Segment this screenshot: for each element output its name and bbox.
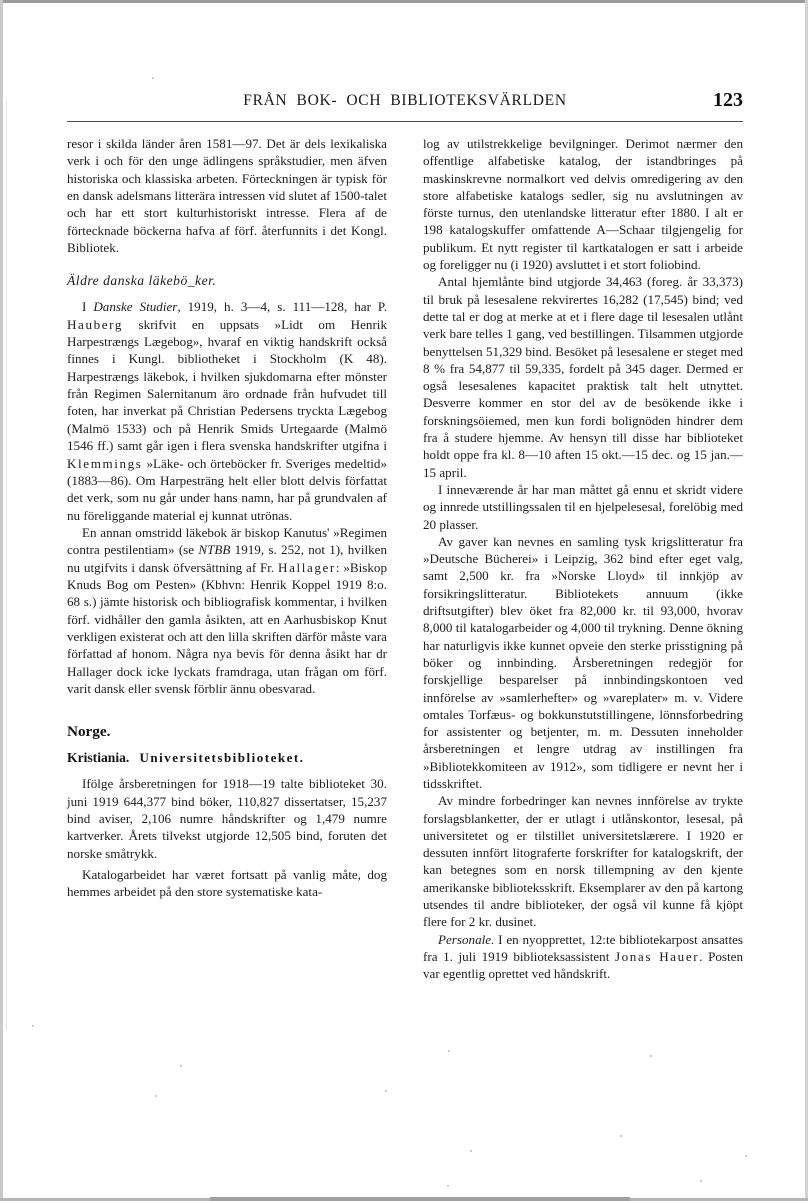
page-content (67, 89, 744, 983)
section-heading-aldre-danska-lakeboker: Äldre danska läkebö_ker. (67, 273, 217, 289)
text-fragment: I en nyopprettet, 12:te bibliotekarpost ansattes fra 1. juli 1919 biblioteksassistent (423, 931, 743, 964)
scan-speck (32, 1025, 34, 1027)
scan-edge-left (0, 0, 3, 1201)
country-heading-norge: Norge. (67, 723, 111, 741)
spacer (67, 289, 387, 298)
scan-speck (155, 1095, 157, 1097)
text-fragment: I (82, 299, 94, 315)
scan-speck (385, 1090, 387, 1092)
text-fragment: 1919, s. 252, not 1), hvilken nu utgifvits i dansk öfversättning af Fr. (67, 542, 387, 575)
paragraph (423, 931, 743, 983)
running-head-title: FRÅN BOK- OCH BIBLIOTEKSVÄRLDEN (243, 92, 567, 109)
paragraph: Katalogarbeidet har været fortsatt på vanlig måte, dog hemmes arbeidet på den store systematiske kata- (67, 867, 387, 900)
scan-speck (620, 1135, 622, 1137)
paragraph (67, 298, 387, 523)
city-heading-kristiania (67, 750, 387, 766)
italic-title-danske-studier: Danske Studier (93, 299, 178, 315)
scan-speck (700, 1180, 702, 1182)
scan-edge-bottom-dark (210, 1197, 630, 1201)
paragraph: Av mindre forbedringer kan nevnes innförelse av trykte forslagsblanketter, der er utlagt i utlånskontor, lesesal, på universitetet og er tilstillet universitetslærere. I 1920 er dessuten innfört litograferte forskrifter for katalogskrift, der kan betegnes som en norsk tillempning av den kjente amerikanske biblioteksskrift. Eksemplarer av den på kartong utsendes til andre biblioteker, der også vil kunne få kjöpt flere for 2 kr. dusinet. (423, 793, 743, 930)
paragraph: log av utilstrekkelige bevilgninger. Derimot nærmer den offentlige alfabetiske katalog, der istandbringes på maskinskrevne normalkort ved delvis omredigering av den store alfabetiske katalogs sedler, sig nu avslutningen av förste turnus, den utenlandske litteratur efter 1880. I alt er 198 katalogskuffer omfattende A—Schaar tilgjengelig for publikum. Et nytt register til kartkatalogen er satt i arbeide og foreligger nu (i 1920) avsluttet i et stort foliobind. (423, 136, 743, 273)
text-fragment: : »Biskop Knuds Bog om Pesten» (Kbhvn: Henrik Koppel 1919 8:o. 68 s.) jämte historisk och bibliografisk kommentar, i hvilken förf. vidhåller den gamla åsikten, att en Aarhusbiskop Knut verkligen existerat och att den lilla skriften därför måste vara författad af honom. Några nya bevis för denna åsikt har dr Hallager dock icke lyckats framdraga, utan frågan om förf. varit dansk eller svensk förblir ännu obesvarad. (67, 559, 387, 696)
spaced-name-hauberg: Hauberg (67, 316, 124, 332)
scan-speck (745, 1155, 747, 1157)
paragraph: Av gaver kan nevnes en samling tysk krigslitteratur fra »Deutsche Bücherei» i Leipzig, 362 bind efter eget valg, samt 2,500 kr. fra »Norske Lloyd» til innkjöp av forsikringslitteratur. Bibliotekets annuum (ikke driftsutgifter) blev öket fra 82,000 kr. til 93,000, hvorav 8,000 til katalogarbeider og 4,000 til trykning. Denne ökning har naturligvis ikke kunnet opveie den sterke prisstigning på böker og innbinding. Årsberetningen redegjör for forskjellige besparelser på innbindingskontoen ved innförelse av »samlerhefter» og »vareplater» m. v. Videre omtales Torfæus- og bokkunstutstillingene, lönnsforbedring for assistenter og betjenter, m. m. Dessuten inneholder årsberetningen et lengre utdrag av instillingen fra »Bibliotekkomiteen av 1912», som tidligere er nevnt her i tidsskriftet. (423, 533, 743, 791)
text-fragment: , 1919, h. 3—4, s. 111—128, har P. (177, 299, 387, 315)
spaced-name-jonas-hauer: Jonas Hauer (614, 948, 700, 964)
italic-abbrev-ntbb: NTBB (198, 542, 231, 558)
scan-speck (448, 1050, 450, 1052)
page-number: 123 (713, 89, 743, 111)
text-fragment: . Posten var egentlig oprettet ved håndskrift. (423, 948, 743, 982)
text-fragment: »Läke- och örteböcker fr. Sveriges medeltid» (1883—86). Om Harpesträng helt eller blott delvis författat det verk, som nu går under hans namn, har på grundvalen af nu föreliggande material ej kunnat utrönas. (67, 455, 387, 523)
city-name: Kristiania. (67, 750, 130, 766)
spacer (67, 256, 387, 273)
scan-speck (180, 1065, 182, 1067)
two-column-body (67, 135, 743, 983)
scan-speck (152, 77, 154, 79)
scan-edge-left-faint (6, 100, 7, 1030)
spaced-name-klemmings: Klemmings (67, 455, 143, 471)
institution-name: Universitetsbiblioteket. (139, 750, 305, 766)
text-fragment: skrifvit en uppsats »Lidt om Henrik Harpestrængs Lægebog», hvaraf en viktig handskrift också finnes i Kungl. bibliotheket i Stockholm (K 48). Harpestrængs läkebok, i hvilken sjukdomarna efter mönster från Regimen Salernitanum äro ordnade från hufvudet till foten, har inverkat på Christian Pedersens tryckta Lægebog (Malmö 1533) och på Henrik Smids Urtegaarde (Malmö 1546 ff.) samt går igen i flera svenska handskrifter utgifna i (67, 316, 387, 454)
italic-subheading-personale: Personale. (438, 931, 495, 947)
spaced-name-hallager: Hallager (278, 559, 336, 575)
left-column (67, 135, 387, 983)
right-column (423, 135, 743, 983)
running-head (67, 89, 743, 118)
scan-speck (447, 1185, 449, 1187)
header-rule (67, 121, 743, 122)
spacer (67, 766, 387, 775)
scan-edge-top (0, 0, 808, 3)
scan-speck (470, 1150, 472, 1152)
scan-speck (650, 1055, 652, 1057)
paragraph: resor i skilda länder åren 1581—97. Det är dels lexikaliska verk i och för den unge ädlingens språkstudier, men äfven historiska och klassiska arbeten. Förteckningen är typisk för en dansk adelsmans litterära intressen vid slutet af 1500-talet och har ett stort kulturhistoriskt intresse. Flera af de förtecknade böckerna hafva af förf. återfunnits i det Kongl. Bibliotek. (67, 136, 387, 256)
paragraph: Antal hjemlånte bind utgjorde 34,463 (foreg. år 33,373) til bruk på lesesalene rekvirertes 16,282 (17,545) bind; ved dette tal er dog at merke at et i flere dage til lesesalen utlånt verk bare telles 1 gang, ved bestillingen. Tilsammen utgjorde benyttelsen 51,329 bind. Besöket på lesesalene er steget med 8 % fra 54,877 til 59,335, fordelt på 345 dager. Dermed er også lesesalenes kapacitet praktisk talt helt utnyttet. Desverre kommer en stor del av de besökende ikke i forskningsöiemed, men kun fordi bolignöden hindrer dem fra å studere hjemme. Av hensyn till disse har biblioteket holdt oppe fra kl. 8—10 aften 15 okt.—15 dec. og 15 jan.—15 april. (423, 274, 744, 480)
paragraph: Ifölge årsberetningen for 1918—19 talte biblioteket 30. juni 1919 644,377 bind böker, 110,827 dissertatser, 15,237 bind aviser, 2,106 numre håndskrifter og 1,479 numre kartverker. Årets tilvekst utgjorde 12,505 bind, foruten det norske småtrykk. (67, 776, 387, 861)
paragraph (67, 524, 387, 697)
text-fragment: En annan omstridd läkebok är biskop Kanutus' »Regimen contra pestilentiam» (se (67, 524, 387, 558)
paragraph: I inneværende år har man måttet gå ennu et skridt videre og innrede utstillingssalen til en hjelpelesesal, forelöbig med 20 plasser. (423, 481, 743, 532)
spacer (67, 697, 387, 723)
spacer (67, 741, 387, 750)
